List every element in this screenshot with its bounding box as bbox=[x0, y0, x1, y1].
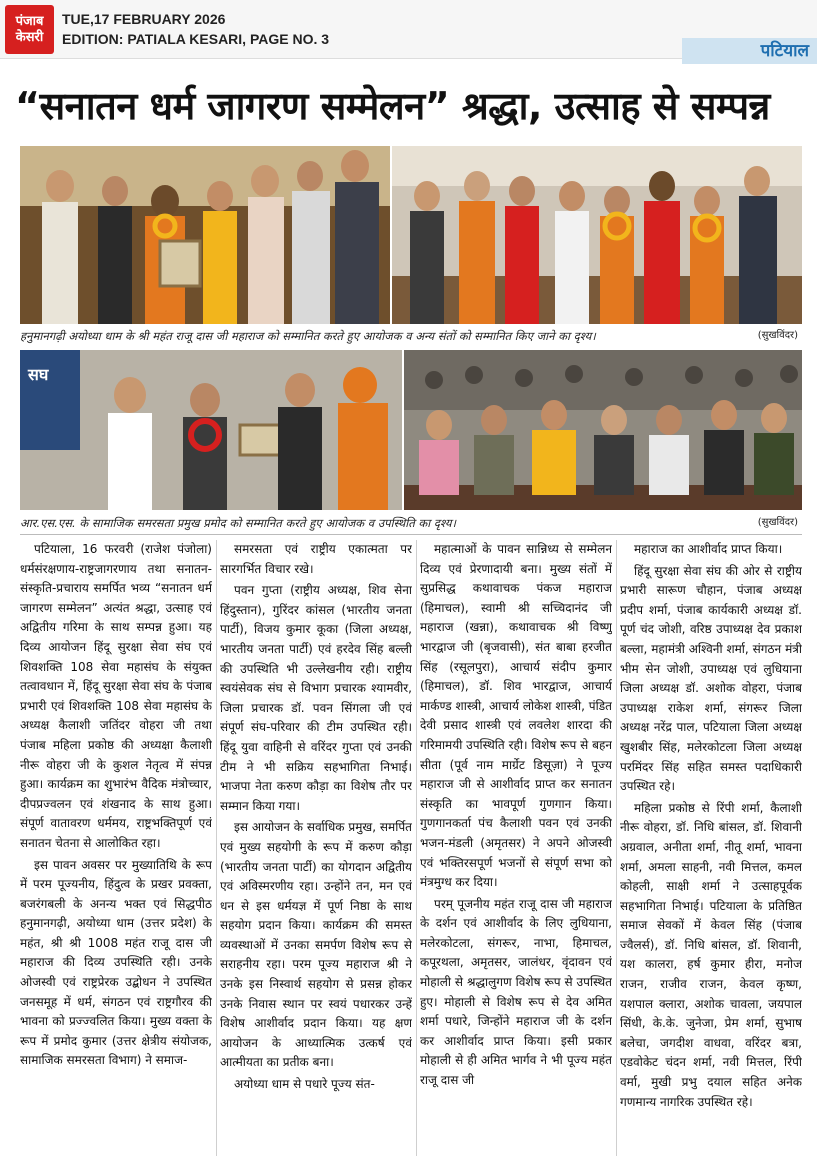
logo-line-2: केसरी bbox=[15, 29, 44, 45]
edition-date: TUE,17 FEBRUARY 2026 bbox=[62, 11, 226, 27]
caption-divider bbox=[20, 534, 802, 535]
column-divider bbox=[216, 540, 217, 1156]
caption-bottom bbox=[20, 515, 802, 533]
adjacent-article-fragment: पटियाल bbox=[682, 38, 817, 64]
article-paragraph: इस आयोजन के सर्वाधिक प्रमुख, समर्पित एवं मुख्य सहयोगी के रूप में करुण कौड़ा (भारतीय जनता पार्टी) का योगदान अद्वितीय एवं अविस्मरणीय रहा। उन्होंने तन, मन एवं धन से इस धर्मयज्ञ में पूर्ण निष्ठा के साथ सहयोग प्रदान किया। कार्यक्रम की समस्त व्यवस्थाओं में उनका समर्पण विशेष रूप से सराहनीय रहा। परम पूज्य महाराज श्री ने उनके इस निस्वार्थ सहयोग से प्रसन्न होकर उनके निवास स्थान पर स्वयं पधारकर उन्हें विशेष आशीर्वाद प्रदान किया। यह क्षण आयोजन के आध्यात्मिक उत्कर्ष एवं आत्मीयता का प्रतीक बना। bbox=[220, 820, 412, 1070]
banner-fragment: सघ bbox=[28, 365, 49, 384]
edition-meta bbox=[62, 9, 329, 49]
photo-saints-group bbox=[392, 146, 802, 324]
caption-top-credit: (सुखविंदर) bbox=[757, 330, 798, 341]
article-column-2 bbox=[220, 540, 412, 1162]
article-paragraph: महाराज का आशीर्वाद प्राप्त किया। bbox=[634, 542, 783, 556]
article-paragraph: इस पावन अवसर पर मुख्यातिथि के रूप में परम पूज्यनीय, हिंदुत्व के प्रखर प्रवक्ता, बजरंगबली के अनन्य भक्त एवं सिद्धपीठ हनुमानगढ़ी, अयोध्या धाम (उत्तर प्रदेश) के महंत, श्री श्री 1008 महंत राजू दास जी महाराज की दिव्य उपस्थिति रही। उनके ओजस्वी एवं राष्ट्रप्रेरक उद्बोधन ने उपस्थित जनसमूह में धर्म, संगठन एवं राष्ट्रगौरव की भावना को प्रज्ज्वलित किया। मुख्य वक्ता के रूप में प्रमोद कुमार (उत्तर क्षेत्रीय संयोजक, सामाजिक समरसता विभाग) ने समाज- bbox=[20, 857, 212, 1068]
article-paragraph: पटियाला, 16 फरवरी (राजेश पंजोला) धर्मसंरक्षणाय-राष्ट्रजागरणाय तथा सनातन-संस्कृति-प्रचाराय समर्पित भव्य “सनातन धर्म जागरण सम्मेलन” अत्यंत श्रद्धा, उत्साह एवं अद्वितीय गरिमा के साथ सम्पन्न हुआ। यह दिव्य आयोजन हिंदू सुरक्षा सेवा संघ एवं शिवशक्ति 108 सेवा महासंघ के संयुक्त तत्वावधान में, हिंदू सुरक्षा सेवा संघ के पंजाब प्रभारी एवं शिवशक्ति 108 सेवा महासंघ के अध्यक्ष कैलाशी जतिंदर वोहरा जी तथा पंजाब महिला प्रकोष्ठ की अध्यक्षा कैलाशी नीरू वोहरा जी के कुशल नेतृत्व में संपन्न हुआ। कार्यक्रम का शुभारंभ वैदिक मंत्रोच्चार, दीपप्रज्वलन एवं शंखनाद के साथ हुआ। संपूर्ण वातावरण धर्ममय, राष्ट्रभक्तिपूर्ण एवं सनातन चेतना से आलोकित रहा। bbox=[20, 542, 212, 850]
newspaper-logo bbox=[5, 5, 54, 54]
article-paragraph: हिंदू सुरक्षा सेवा संघ की ओर से राष्ट्रीय प्रभारी सारूण चौहान, पंजाब अध्यक्ष प्रदीप शर्मा, पंजाब कार्यकारी अध्यक्ष डॉ. पूर्ण चंद जोशी, वरिष्ठ उपाध्यक्ष देव प्रकाश बल्ला, महामंत्री अश्विनी शर्मा, संगठन मंत्री भीम सेन जोशी, उपाध्यक्ष एवं लुधियाना जिला अध्यक्ष डॉ. अशोक वोहरा, पंजाब उपाध्यक्ष राकेश शर्मा, संगरूर जिला अध्यक्ष नरेंद्र पाल, पटियाला जिला अध्यक्ष खुशबीर सिंह, मलेरकोटला जिला अध्यक्ष परमिंदर सिंह सहित समस्त पदाधिकारी उपस्थित रहे। bbox=[620, 563, 802, 794]
column-divider bbox=[616, 540, 617, 1156]
caption-bottom-credit: (सुखविंदर) bbox=[757, 517, 798, 528]
caption-top-text: हनुमानगढ़ी अयोध्या धाम के श्री महंत राजू दास जी महाराज को सम्मानित करते हुए आयोजक व अन्य संतों को सम्मानित किए जाने का दृश्य। bbox=[20, 329, 596, 343]
caption-bottom-text: आर.एस.एस. के सामाजिक समरसता प्रमुख प्रमोद को सम्मानित करते हुए आयोजक व उपस्थिति का दृश्य। bbox=[20, 516, 456, 530]
article-column-1 bbox=[20, 540, 212, 1162]
article-paragraph: महिला प्रकोष्ठ से रिंपी शर्मा, कैलाशी नीरू वोहरा, डॉ. निधि बांसल, डॉ. शिवानी अग्रवाल, अनीता शर्मा, नीतू शर्मा, भावना शर्मा, अमला साहनी, नवी मित्तल, कमल कोहली, साक्षी शर्मा ने उत्साहपूर्वक सहभागिता निभाई। पटियाला के प्रतिष्ठित समाज सेवकों में केवल सिंह (पंजाब ज्वैलर्स), डॉ. निधि बांसल, डॉ. शिवानी, यश कालरा, हर्ष कुमार हीरा, मनोज राजन, राजीव राजन, केवल कृष्ण, यशपाल क्लारा, अशोक चावला, जयपाल सिंधी, के.के. जुनेजा, प्रेम शर्मा, सुभाष बलेचा, जगदीश वाधवा, वरिंदर बत्रा, एडवोकेट चंदन शर्मा, नवी मित्तल, रिंपी वर्मा, मुखी प्रभु दयाल सहित अनेक गणमान्य नागरिक उपस्थित रहे। bbox=[620, 800, 802, 1109]
photo-audience bbox=[404, 350, 802, 510]
logo-line-1: पंजाब bbox=[15, 13, 44, 29]
article-paragraph: परम् पूजनीय महंत राजू दास जी महाराज के दर्शन एवं आशीर्वाद के लिए लुधियाना, मलेरकोटला, संगरूर, नाभा, हिमाचल, कपूरथला, अमृतसर, जालंधर, वृंदावन एवं मोहाली से श्रद्धालुगण विशेष रूप से उपस्थित हुए। मोहाली से विशेष रूप से देव अमित शर्मा पधारे, जिन्होंने महाराज जी के दर्शन कर आशीर्वाद प्राप्त किया। इसी प्रकार मोहाली से ही अमित भार्गव ने भी पूज्य महंत राजू दास जी bbox=[420, 896, 612, 1088]
photo-felicitation-stage bbox=[20, 146, 390, 324]
caption-top bbox=[20, 328, 802, 346]
article-column-4 bbox=[620, 540, 802, 1162]
headline: “सनातन धर्म जागरण सम्मेलन” श्रद्धा, उत्साह से सम्पन्न bbox=[15, 84, 770, 128]
column-divider bbox=[416, 540, 417, 1156]
article-paragraph: पवन गुप्ता (राष्ट्रीय अध्यक्ष, शिव सेना हिंदुस्तान), गुरिंदर कांसल (भारतीय जनता पार्टी), विजय कुमार कूका (जिला अध्यक्ष, भारतीय जनता पार्टी) एवं हरदेव सिंह बल्ली की उपस्थिति भी उल्लेखनीय रही। राष्ट्रीय स्वयंसेवक संघ से विभाग प्रचारक श्यामवीर, जिला प्रचारक डॉ. पवन सिंगला जी एवं संपूर्ण संघ-परिवार की टीम उपस्थित रही। हिंदू युवा वाहिनी से वरिंदर गुप्ता एवं उनकी टीम ने भी सक्रिय सहभागिता निभाई। भाजपा नेता करुण कौड़ा का विशेष तौर पर सम्मान किया गया। bbox=[220, 583, 412, 813]
edition-name: EDITION: PATIALA KESARI, PAGE NO. 3 bbox=[62, 31, 330, 47]
article-paragraph: महात्माओं के पावन सान्निध्य से सम्मेलन दिव्य एवं प्रेरणादायी बना। मुख्य संतों में सुप्रसिद्ध कथावाचक पंकज महाराज (हिमाचल), स्वामी श्री सच्चिदानंद जी महाराज (खन्ना), कथावाचक श्री विष्णु भारद्वाज जी (बृजवासी), संत बाबा हरजीत सिंह (रसूलपुरा), आचार्य संदीप कुमार (हिमाचल), डॉ. शिव भारद्वाज, आचार्य मार्कण्ड शास्त्री, आचार्य लोकेश शास्त्री, पंडित देवी प्रसाद शास्त्री एवं लवलेश शारदा की गरिमामयी उपस्थिति रही। विशेष रूप से बहन सीता (पूर्व नाम मार्ग्रेट डिसूज़ा) ने पूज्य महाराज जी से आशीर्वाद प्राप्त कर सनातन संस्कृति का भावपूर्ण गुणगान किया। गुणगानकर्ता पंच कैलाशी पवन एवं उनकी भजन-मंडली (अमृतसर) ने अपने ओजस्वी एवं भक्तिरसपूर्ण भजनों से संपूर्ण सभा को मंत्रमुग्ध कर दिया। bbox=[420, 542, 612, 890]
article-column-3 bbox=[420, 540, 612, 1162]
article-paragraph: समरसता एवं राष्ट्रीय एकात्मता पर सारगर्भित विचार रखे। bbox=[220, 542, 412, 576]
article-paragraph: अयोध्या धाम से पधारे पूज्य संत- bbox=[234, 1077, 375, 1092]
photo-rss-felicitation bbox=[20, 350, 402, 510]
